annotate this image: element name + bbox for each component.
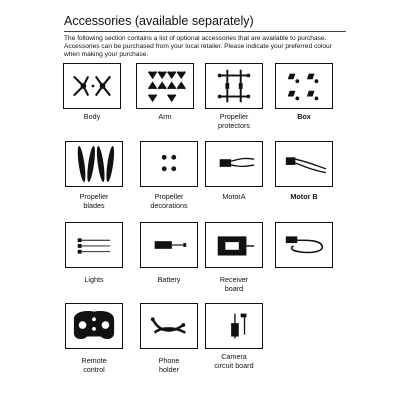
label-propeller-decorations: Propeller decorations (150, 192, 188, 210)
receiver-board-icon (206, 223, 262, 267)
tile-remote-control (65, 303, 123, 349)
tile-propeller-decorations (140, 141, 198, 187)
intro-line-3: when making your purchase. (64, 51, 149, 59)
tile-lights (65, 222, 123, 268)
camera-circuit-board-icon (206, 304, 262, 348)
box-parts-icon (276, 64, 332, 108)
battery-icon (141, 223, 197, 267)
title-underline (64, 31, 346, 32)
label-battery: Battery (157, 275, 181, 284)
tile-box (275, 63, 333, 109)
phone-holder-icon (141, 304, 197, 348)
label-propeller-blades: Propeller blades (79, 192, 109, 210)
propeller-blades-icon (66, 142, 122, 186)
intro-paragraph (64, 35, 354, 60)
tile-usb-charger-cable (275, 222, 333, 268)
propeller-protectors-icon (206, 64, 262, 108)
tile-motor-a (205, 141, 263, 187)
tile-body (63, 63, 121, 109)
label-motor-a: MotorA (222, 192, 246, 201)
remote-control-icon (66, 304, 122, 348)
label-remote-control: Remote control (81, 356, 107, 374)
tile-phone-holder (140, 303, 198, 349)
tile-receiver-board (205, 222, 263, 268)
label-body: Body (83, 112, 101, 121)
label-phone-holder: Phone holder (158, 356, 180, 374)
propeller-decorations-icon (141, 142, 197, 186)
lights-icon (66, 223, 122, 267)
tile-battery (140, 222, 198, 268)
page-title: Accessories (available separately) (64, 14, 254, 28)
tile-propeller-blades (65, 141, 123, 187)
label-motor-b: Motor B (290, 192, 318, 201)
drone-body-icon (64, 64, 120, 108)
label-receiver-board: Receiver board (219, 275, 249, 293)
intro-line-1: The following section contains a list of optional accessories that are available to purchase. (64, 35, 327, 42)
drone-arms-icon (137, 64, 193, 108)
label-camera-circuit-board: Camera circuit board (214, 352, 254, 370)
label-lights: Lights (84, 275, 104, 284)
tile-propeller-protectors (205, 63, 263, 109)
label-arm: Arm (158, 112, 172, 121)
label-box: Box (297, 112, 311, 121)
motor-b-icon (276, 142, 332, 186)
tile-camera-circuit-board (205, 303, 263, 349)
motor-a-icon (206, 142, 262, 186)
intro-line-2: Accessories can be purchased from your local retailer. Please indicate your preferred colour (64, 43, 332, 51)
tile-arm (136, 63, 194, 109)
label-propeller-protectors: Propeller protectors (218, 112, 250, 130)
tile-motor-b (275, 141, 333, 187)
usb-charger-cable-icon (276, 223, 332, 267)
